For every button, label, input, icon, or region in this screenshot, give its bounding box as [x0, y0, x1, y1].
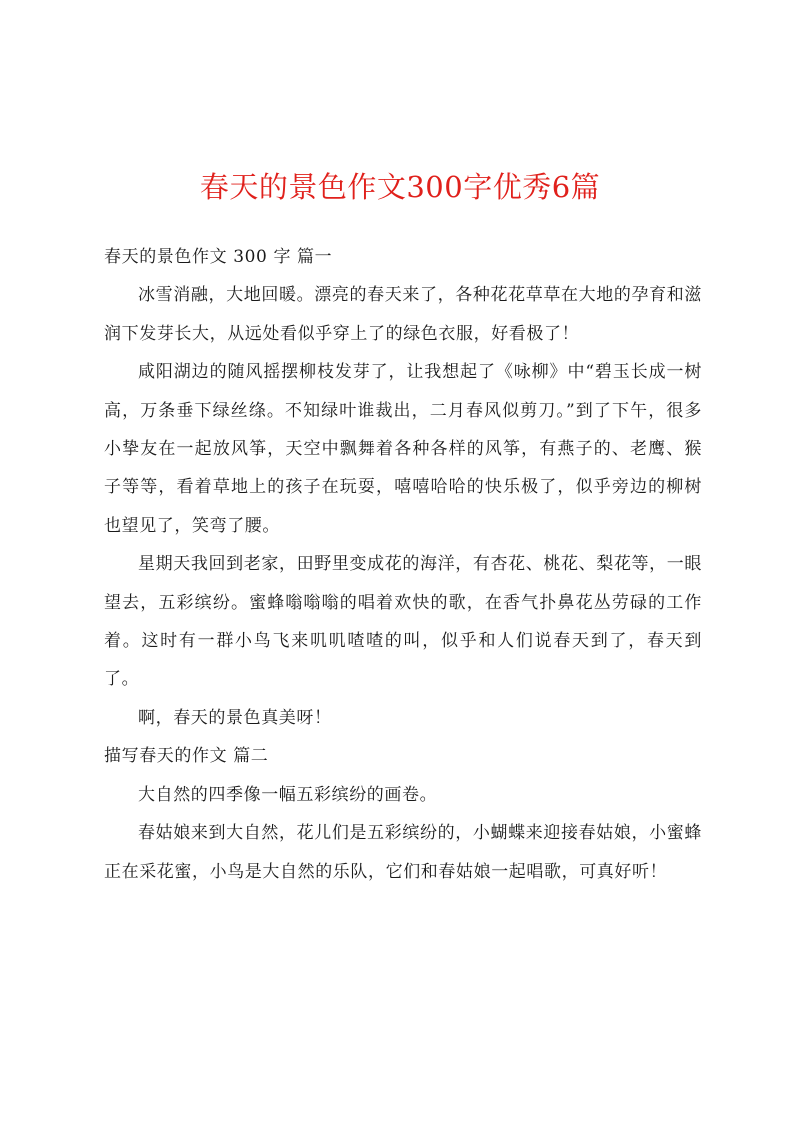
document-title: 春天的景色作文300字优秀6篇	[199, 170, 601, 204]
document-body	[104, 238, 702, 891]
paragraph: 啊，春天的景色真美呀！	[138, 707, 332, 728]
paragraph: 咸阳湖边的随风摇摆柳枝发芽了，让我想起了《咏柳》中“碧玉长成一树高，万条垂下绿丝绦。不知绿叶谁裁出，二月春风似剪刀。”到了下午，很多小挚友在一起放风筝，天空中飘舞着各种各样的风筝，有燕子的、老鹰、猴子等等，看着草地上的孩子在玩耍，嘻嘻哈哈的快乐极了，似乎旁边的柳树也望见了，笑弯了腰。	[104, 362, 702, 536]
paragraph: 春姑娘来到大自然，花儿们是五彩缤纷的，小蝴蝶来迎接春姑娘，小蜜蜂正在采花蜜，小鸟是大自然的乐队，它们和春姑娘一起唱歌，可真好听！	[104, 823, 702, 882]
section-heading: 描写春天的作文 篇二	[104, 746, 269, 767]
paragraph: 大自然的四季像一幅五彩缤纷的画卷。	[138, 784, 438, 805]
paragraph: 冰雪消融，大地回暖。漂亮的春天来了，各种花花草草在大地的孕育和滋润下发芽长大，从远处看似乎穿上了的绿色衣服，好看极了！	[104, 285, 702, 344]
section-1	[104, 238, 702, 737]
section-heading: 春天的景色作文 300 字 篇一	[104, 247, 333, 267]
paragraph: 星期天我回到老家，田野里变成花的海洋，有杏花、桃花、梨花等，一眼望去，五彩缤纷。蜜蜂嗡嗡嗡的唱着欢快的歌，在香气扑鼻花丛劳碌的工作着。这时有一群小鸟飞来叽叽喳喳的叫，似乎和人们说春天到了，春天到了。	[104, 554, 702, 690]
section-2	[104, 737, 702, 891]
